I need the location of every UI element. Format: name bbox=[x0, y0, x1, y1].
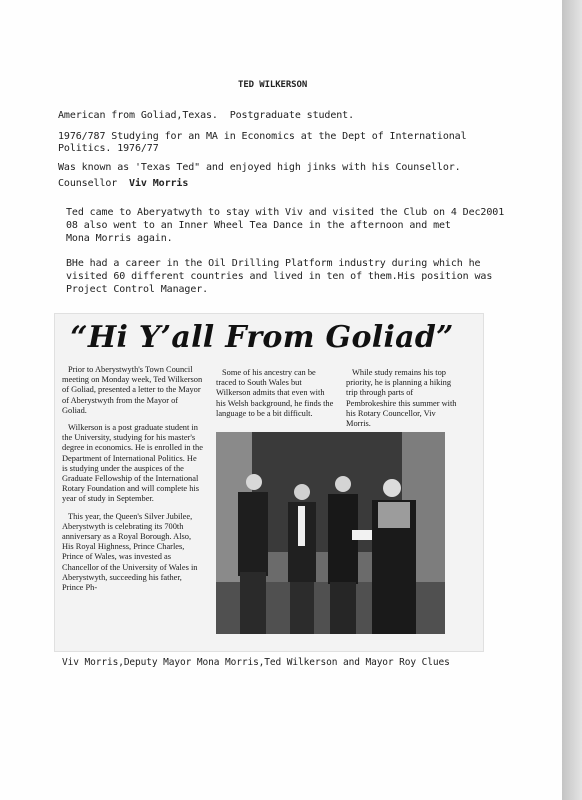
career-line-1: BHe had a career in the Oil Drilling Platform industry during which he bbox=[66, 258, 481, 269]
clipping-column-1 bbox=[62, 365, 204, 600]
counsellor-line bbox=[58, 178, 188, 189]
known-line: Was known as 'Texas Ted" and enjoyed high jinks with his Counsellor. bbox=[58, 162, 461, 173]
page-title: TED WILKERSON bbox=[238, 80, 308, 90]
clipping-column-3 bbox=[346, 368, 461, 436]
clipping-paragraph: Prior to Aberystwyth's Town Council meeting on Monday week, Ted Wilkerson of Goliad, presented a letter to the Mayor of Aberystwyth from the Mayor of Goliad. bbox=[62, 365, 203, 415]
intro-line: American from Goliad,Texas. Postgraduate student. bbox=[58, 110, 355, 121]
group-photo bbox=[216, 432, 445, 634]
visit-line-2: 08 also went to an Inner Wheel Tea Dance in the afternoon and met bbox=[66, 220, 451, 231]
clipping-column-2 bbox=[216, 368, 336, 426]
photo-caption: Viv Morris,Deputy Mayor Mona Morris,Ted Wilkerson and Mayor Roy Clues bbox=[62, 657, 450, 668]
clipping-paragraph: While study remains his top priority, he is planning a hiking trip through parts of Pembrokeshire this summer with his Rotary Councellor, Viv Morris. bbox=[346, 368, 457, 429]
clipping-paragraph: This year, the Queen's Silver Jubilee, Aberystwyth is celebrating its 700th anniversary as a Royal Borough. Also, His Royal Highness, Prince Charles, Prince of Wales, was invested as Chancellor of the University of Wales in Aberystwyth, succeeding his father, Prince Ph- bbox=[62, 511, 198, 593]
clipping-paragraph: Wilkerson is a post graduate student in the University, studying for his master's degree in economics. He is enrolled in the Department of International Politics. He is studying under the auspices of the Graduate Fellowship of the International Rotary Foundation and will complete his year of study in September. bbox=[62, 423, 203, 504]
clipping-headline: “Hi Y’all From Goliad” bbox=[70, 320, 454, 355]
page-edge bbox=[562, 0, 582, 800]
clipping-paragraph: Some of his ancestry can be traced to South Wales but Wilkerson admits that even with his Welsh background, he finds the language to be a bit difficult. bbox=[216, 368, 334, 418]
career-line-3: Project Control Manager. bbox=[66, 284, 209, 295]
counsellor-name: Viv Morris bbox=[129, 178, 189, 189]
career-line-2: visited 60 different countries and lived in ten of them.His position was bbox=[66, 271, 493, 282]
group-photo-image bbox=[216, 432, 445, 634]
study-line-1: 1976/787 Studying for an MA in Economics at the Dept of International bbox=[58, 131, 467, 142]
counsellor-label: Counsellor bbox=[58, 178, 130, 189]
visit-line-1: Ted came to Aberyatwyth to stay with Viv and visited the Club on 4 Dec2001 bbox=[66, 207, 505, 218]
visit-line-3: Mona Morris again. bbox=[66, 233, 173, 244]
study-line-2: Politics. 1976/77 bbox=[58, 143, 159, 154]
